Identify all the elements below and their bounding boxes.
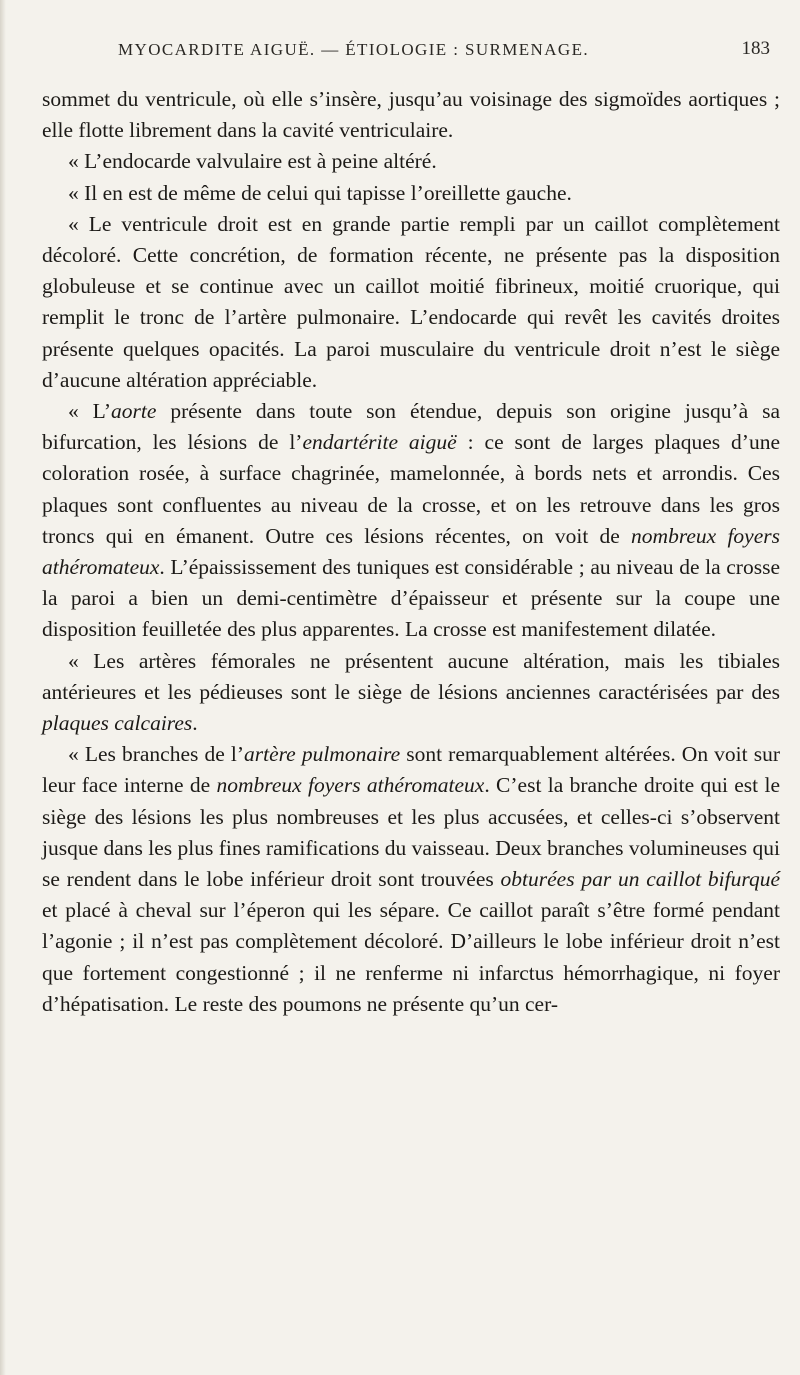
text-run: « Le ventricule droit est en grande partie rempli par un caillot complètement décoloré. Cette concrétion, de formation récente, ne présente pas la disposition globuleuse et se continue avec un caillot moitié fibrineux, moitié cruorique, qui remplit le tronc de l’artère pulmonaire. L’endocarde qui revêt les cavités droites présente quelques opacités. La paroi musculaire du ventricule droit n’est le siège d’aucune altération appréciable. [42,211,780,392]
text-run: . C’est la branche droite qui est le siège des lésions les plus nombreuses et les plus accusées, et celles-ci s’observent jusque dans les plus fines ramifications du vaisseau. Deux branches volumineuses qui se rendent dans le lobe inférieur droit sont trouvées [42,773,781,892]
text-run: « Il en est de même de celui qui tapisse l’oreillette gauche. [68,180,572,205]
paragraph-oreillette [42,178,780,209]
italic-run: plaques calcaires [42,711,193,736]
running-title: MYOCARDITE AIGUË. — ÉTIOLOGIE : SURMENAGE. [118,40,590,59]
text-run: . [192,711,198,736]
scan-shadow-edge [0,0,6,1375]
running-head [118,40,778,68]
text-run: « Les branches de l’ [68,742,244,767]
italic-run: nombreux foyers athéromateux [216,773,485,798]
italic-run: aorte [111,399,157,424]
text-run: « L’ [68,399,112,424]
paragraph-femorales [42,646,780,740]
body-text [42,84,780,1020]
text-run: sommet du ventricule, où elle s’insère, jusqu’au voisinage des sigmoïdes aortiques ; elle flotte librement dans la cavité ventriculaire. [42,87,780,143]
italic-run: obturées par un caillot bifurqué [500,867,780,892]
paragraph-ventricule-droit [42,209,780,396]
text-run: présente dans toute son étendue, depuis son origine jusqu’à sa bifurcation, les lésions de l’ [42,399,780,455]
text-run: « Les artères fémorales ne présentent aucune altération, mais les tibiales antérieures et les pédieuses sont le siège de lésions anciennes caractérisées par des [42,648,780,704]
text-run: « L’endocarde valvulaire est à peine altéré. [68,149,437,174]
italic-run: nombreux foyers athéromateux [42,523,780,580]
paragraph-aorte [42,396,780,646]
italic-run: endartérite aiguë [302,430,457,455]
paragraph-cont [42,84,780,146]
text-run: : ce sont de larges plaques d’une coloration rosée, à surface chagrinée, mamelonnée, à bords nets et arrondis. Ces plaques sont confluentes au niveau de la crosse, et on les retrouve dans les gros troncs qui en émanent. Outre ces lésions récentes, on voit de [42,430,780,548]
text-run: . L’épaississement des tuniques est considérable ; au niveau de la crosse la paroi a bien un demi-centimètre d’épaisseur et présente sur la coupe une disposition feuilletée des plus apparentes. La crosse est manifestement dilatée. [42,555,780,642]
italic-run: artère pulmonaire [243,742,401,767]
paragraph-pulmonaire [42,739,780,1020]
text-run: et placé à cheval sur l’éperon qui les sépare. Ce caillot paraît s’être formé pendant l’agonie ; il n’est pas complètement décoloré. D’ailleurs le lobe inférieur droit n’est que fortement congestionné ; il ne renferme ni infarctus hémorrhagique, ni foyer d’hépatisation. Le reste des poumons ne présente qu’un cer- [42,898,780,1016]
paragraph-endocarde [42,146,780,177]
page-number: 183 [741,38,770,59]
text-run: sont remarquablement altérées. On voit sur leur face interne de [42,742,780,798]
